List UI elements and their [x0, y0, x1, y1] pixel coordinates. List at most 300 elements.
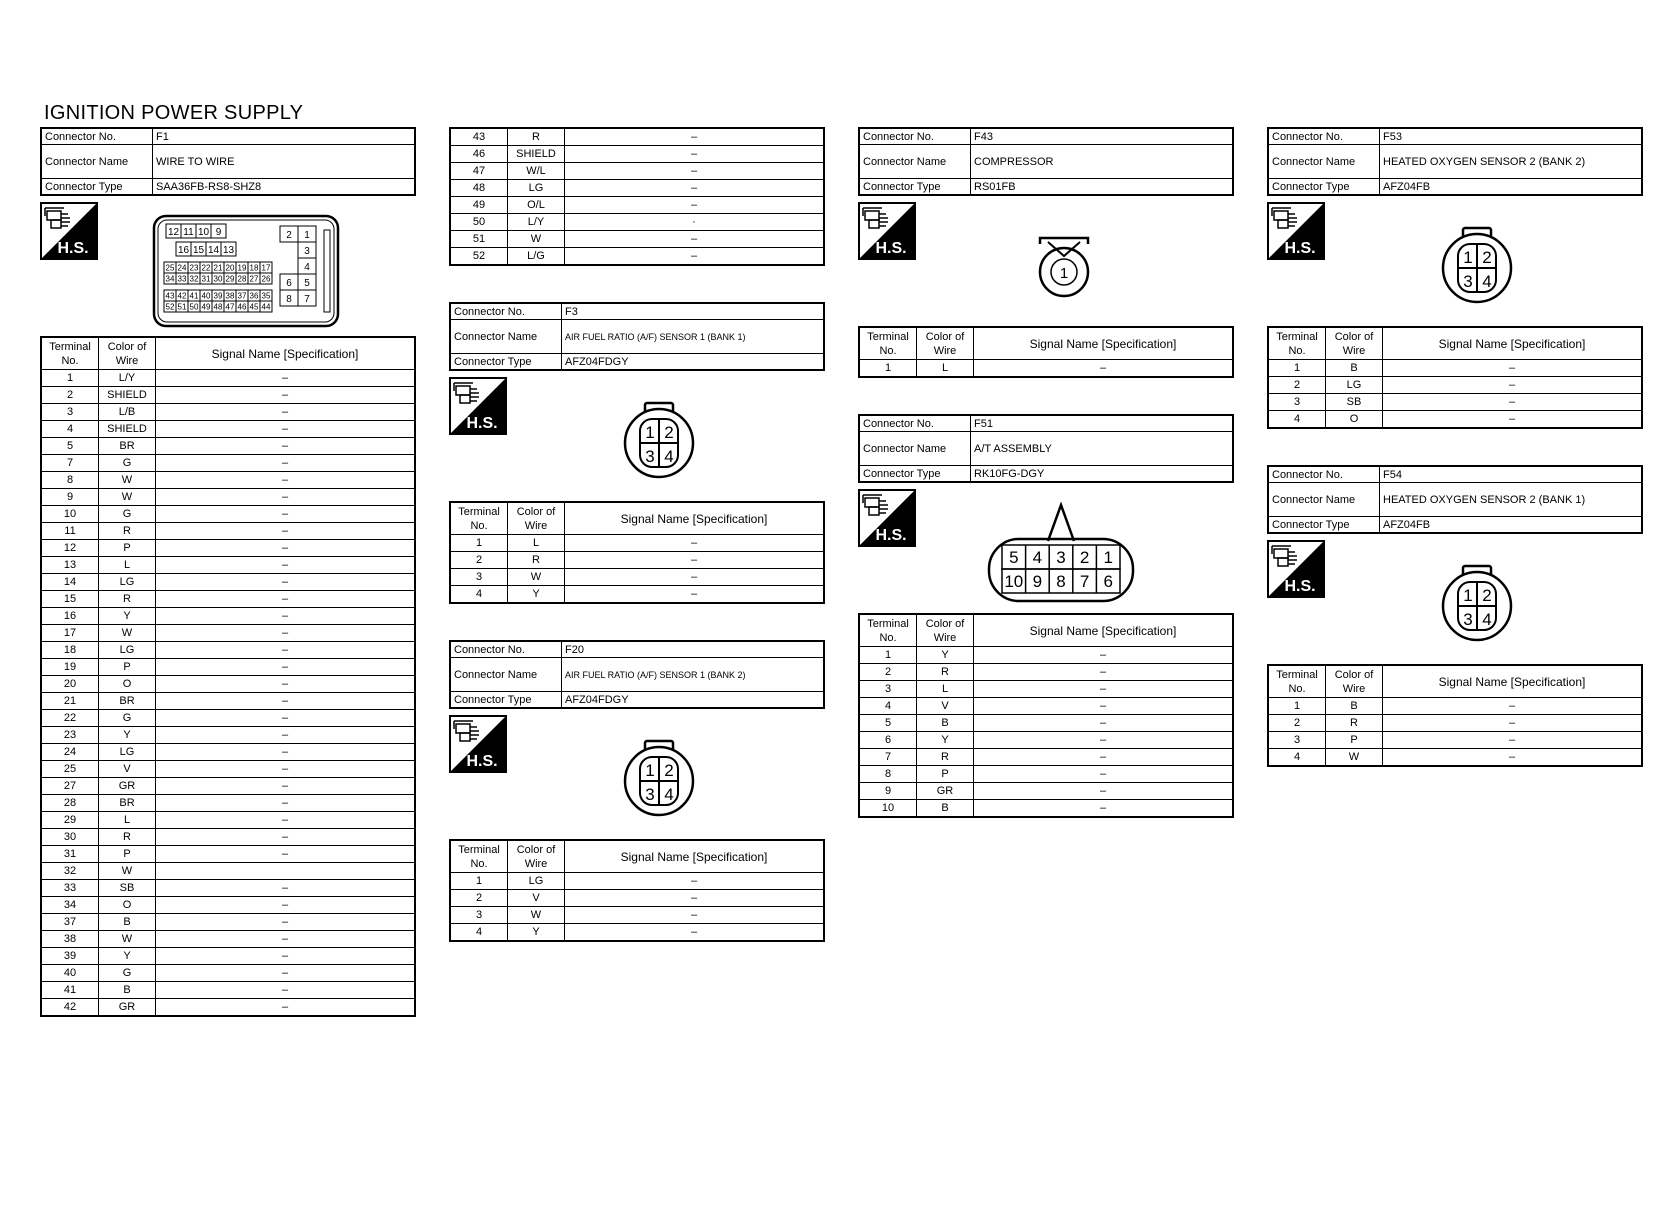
label-connector-type: Connector Type [1268, 517, 1380, 534]
terminal-no: 43 [450, 128, 508, 146]
pin-label: 1 [645, 761, 655, 780]
hs-label: H.S. [875, 240, 907, 257]
signal-name: – [565, 907, 825, 924]
terminal-no: 51 [450, 231, 508, 248]
wire-color: BR [99, 795, 156, 812]
connector-info-table [858, 127, 1234, 196]
pin-label: 16 [177, 245, 190, 256]
harness-side-icon [449, 715, 507, 773]
table-row [41, 387, 415, 404]
pin-label: 34 [165, 274, 175, 284]
terminal-no: 14 [41, 574, 99, 591]
wire-color: W [99, 931, 156, 948]
terminal-no: 10 [859, 800, 917, 818]
wire-color: V [917, 698, 974, 715]
wire-color: P [1326, 732, 1383, 749]
wire-color: O/L [508, 197, 565, 214]
table-row [1268, 411, 1642, 429]
pin-label: 25 [165, 263, 175, 273]
terminal-no: 9 [41, 489, 99, 506]
pin-label: 18 [249, 263, 259, 273]
terminal-no: 25 [41, 761, 99, 778]
wire-color: SHIELD [99, 387, 156, 404]
signal-name: – [156, 387, 416, 404]
label-connector-name: Connector Name [859, 145, 971, 179]
table-row [1268, 377, 1642, 394]
signal-name: – [565, 586, 825, 604]
table-row [859, 647, 1233, 664]
terminal-no: 49 [450, 197, 508, 214]
signal-name: – [156, 812, 416, 829]
signal-name: – [156, 540, 416, 557]
header-signal-name: Signal Name [Specification] [156, 337, 416, 370]
pin-label: 35 [261, 291, 271, 301]
table-row [859, 715, 1233, 732]
table-row [450, 146, 824, 163]
connector-no-value: F3 [562, 303, 825, 320]
pin-label: 2 [664, 761, 674, 780]
connector-f51 [858, 414, 1234, 818]
pin-label: 44 [261, 302, 271, 312]
table-row [41, 863, 415, 880]
header-color-of-wire: Color of Wire [508, 502, 565, 535]
table-row [41, 744, 415, 761]
wire-color: G [99, 710, 156, 727]
pin-label: 15 [192, 245, 205, 256]
table-row [1268, 732, 1642, 749]
signal-name: – [565, 231, 825, 248]
wire-color: B [917, 800, 974, 818]
terminal-no: 1 [41, 370, 99, 387]
header-signal-name: Signal Name [Specification] [974, 614, 1234, 647]
terminal-no: 1 [450, 873, 508, 890]
pin-label: 5 [1009, 548, 1019, 567]
pin-label: 3 [645, 785, 655, 804]
connector-no-value: F43 [971, 128, 1234, 145]
table-row [450, 163, 824, 180]
signal-name: · [565, 214, 825, 231]
header-signal-name: Signal Name [Specification] [565, 502, 825, 535]
label-connector-no: Connector No. [1268, 466, 1380, 483]
connector-info-table [858, 414, 1234, 483]
connector-f53 [1267, 127, 1643, 429]
table-row [41, 625, 415, 642]
table-row [41, 778, 415, 795]
table-row [41, 931, 415, 948]
wire-color: W [508, 907, 565, 924]
table-row [41, 948, 415, 965]
f1-pin-grid [164, 224, 316, 312]
table-row [450, 535, 824, 552]
pin-label: 2 [1079, 548, 1090, 567]
terminal-table-continued [449, 127, 825, 266]
wire-color: R [917, 749, 974, 766]
wire-color: LG [508, 180, 565, 197]
signal-name: – [565, 128, 825, 146]
wire-color: L/G [508, 248, 565, 266]
harness-side-icon [1267, 202, 1325, 260]
label-connector-no: Connector No. [859, 128, 971, 145]
column-3 [858, 127, 1234, 818]
terminal-no: 6 [859, 732, 917, 749]
pin-label: 33 [177, 274, 187, 284]
signal-name: – [156, 523, 416, 540]
pin-label: 1 [645, 423, 655, 442]
pin-label: 23 [189, 263, 199, 273]
pin-label: 5 [304, 278, 310, 289]
header-signal-name: Signal Name [Specification] [1383, 665, 1643, 698]
terminal-no: 46 [450, 146, 508, 163]
f53-connector-face [1437, 226, 1517, 309]
pin-label: 43 [165, 291, 175, 301]
pin-label: 2 [286, 230, 292, 241]
connector-name-value: COMPRESSOR [971, 145, 1234, 179]
table-row [41, 965, 415, 982]
table-row [41, 914, 415, 931]
wire-color: P [99, 846, 156, 863]
connector-figure-row [858, 483, 1234, 613]
pin-label: 48 [213, 302, 223, 312]
wire-color: GR [917, 783, 974, 800]
pin-label: 4 [1482, 610, 1492, 629]
wire-color: R [508, 128, 565, 146]
signal-name: – [156, 472, 416, 489]
pin-label: 2 [1482, 248, 1492, 267]
pin-label: 28 [237, 274, 247, 284]
signal-name: – [156, 727, 416, 744]
table-row [41, 370, 415, 387]
wire-color: LG [508, 873, 565, 890]
signal-name: – [974, 715, 1234, 732]
table-row [450, 890, 824, 907]
terminal-no: 1 [1268, 360, 1326, 377]
wire-color: L [99, 812, 156, 829]
wire-color: Y [508, 586, 565, 604]
pin-label: 31 [201, 274, 211, 284]
table-row [41, 999, 415, 1017]
pin-label: 3 [1463, 272, 1473, 291]
pin-label: 6 [286, 278, 292, 289]
wire-color: SHIELD [99, 421, 156, 438]
signal-name: – [156, 693, 416, 710]
wire-color: Y [99, 608, 156, 625]
terminal-no: 2 [1268, 377, 1326, 394]
hs-label: H.S. [1284, 240, 1316, 257]
table-row [1268, 360, 1642, 377]
terminal-no: 12 [41, 540, 99, 557]
pin-label: 2 [1482, 586, 1492, 605]
pin-label: 26 [261, 274, 271, 284]
pin-label: 10 [197, 227, 210, 238]
column-2 [449, 127, 825, 942]
table-row [450, 552, 824, 569]
table-row [41, 472, 415, 489]
pin-label: 1 [1463, 586, 1473, 605]
f43-connector-face [1034, 234, 1094, 300]
wire-color: L [917, 360, 974, 378]
wire-color: LG [99, 574, 156, 591]
table-row [41, 659, 415, 676]
connector-figure-row [1267, 534, 1643, 664]
f51-connector-face [986, 501, 1136, 603]
terminal-no: 1 [1268, 698, 1326, 715]
signal-name: – [156, 914, 416, 931]
pin-label: 17 [261, 263, 271, 273]
table-row [41, 438, 415, 455]
column-1 [40, 127, 416, 1017]
terminal-no: 11 [41, 523, 99, 540]
connector-figure-row [1267, 196, 1643, 326]
wire-color: G [99, 455, 156, 472]
table-row [1268, 749, 1642, 767]
terminal-no: 3 [1268, 394, 1326, 411]
signal-name: – [156, 829, 416, 846]
signal-name: – [1383, 732, 1643, 749]
terminal-no: 47 [450, 163, 508, 180]
signal-name: – [1383, 698, 1643, 715]
table-row [41, 982, 415, 999]
signal-name: – [974, 647, 1234, 664]
terminal-table [1267, 664, 1643, 767]
signal-name: – [156, 846, 416, 863]
signal-name: – [1383, 377, 1643, 394]
terminal-no: 16 [41, 608, 99, 625]
harness-side-icon [858, 489, 916, 547]
hs-label: H.S. [1284, 578, 1316, 595]
pin-label: 2 [664, 423, 674, 442]
table-row [859, 681, 1233, 698]
pin-label: 20 [225, 263, 235, 273]
pin-label: 3 [304, 246, 310, 257]
connector-f43 [858, 127, 1234, 378]
table-row [41, 608, 415, 625]
terminal-no: 1 [450, 535, 508, 552]
signal-name: – [974, 749, 1234, 766]
connector-no-value: F53 [1380, 128, 1643, 145]
wire-color: R [508, 552, 565, 569]
harness-side-icon [40, 202, 98, 260]
header-color-of-wire: Color of Wire [99, 337, 156, 370]
table-row [859, 360, 1233, 378]
table-row [1268, 698, 1642, 715]
signal-name: – [565, 163, 825, 180]
label-connector-name: Connector Name [41, 145, 153, 179]
connector-figure-row [858, 196, 1234, 326]
wire-color: R [99, 591, 156, 608]
terminal-no: 3 [859, 681, 917, 698]
connector-type-value: AFZ04FDGY [562, 354, 825, 371]
wire-color: W [99, 863, 156, 880]
terminal-no: 3 [1268, 732, 1326, 749]
signal-name: – [565, 248, 825, 266]
terminal-no: 32 [41, 863, 99, 880]
connector-no-value: F20 [562, 641, 825, 658]
hs-label: H.S. [875, 527, 907, 544]
wire-color: B [1326, 698, 1383, 715]
signal-name: – [565, 146, 825, 163]
wire-color: SHIELD [508, 146, 565, 163]
wire-color: Y [508, 924, 565, 942]
table-row [450, 214, 824, 231]
wire-color: W [99, 489, 156, 506]
f3-connector-face [619, 401, 699, 484]
pin-label: 1 [1059, 265, 1069, 282]
pin-label: 52 [165, 302, 175, 312]
table-row [41, 455, 415, 472]
terminal-no: 48 [450, 180, 508, 197]
wire-color: Y [917, 647, 974, 664]
signal-name: – [565, 890, 825, 907]
table-row [859, 766, 1233, 783]
signal-name: – [156, 438, 416, 455]
pin-label: 4 [664, 785, 674, 804]
pin-label: 3 [645, 447, 655, 466]
wire-color: W [508, 569, 565, 586]
signal-name: – [156, 948, 416, 965]
wire-color: B [99, 982, 156, 999]
table-row [859, 732, 1233, 749]
table-row [1268, 715, 1642, 732]
table-row [859, 749, 1233, 766]
signal-name: – [974, 360, 1234, 378]
signal-name: – [156, 455, 416, 472]
pin-label: 7 [304, 294, 310, 305]
signal-name: – [1383, 749, 1643, 767]
connector-info-table [1267, 465, 1643, 534]
header-terminal-no: Terminal No. [41, 337, 99, 370]
table-row [41, 523, 415, 540]
terminal-no: 17 [41, 625, 99, 642]
hs-label: H.S. [466, 753, 498, 770]
terminal-no: 27 [41, 778, 99, 795]
pin-label: 1 [304, 230, 310, 241]
table-row [41, 812, 415, 829]
terminal-no: 2 [1268, 715, 1326, 732]
terminal-no: 21 [41, 693, 99, 710]
pin-label: 7 [1079, 572, 1090, 591]
table-row [41, 676, 415, 693]
signal-name: – [565, 873, 825, 890]
signal-name: – [156, 574, 416, 591]
terminal-table [858, 613, 1234, 818]
connector-no-value: F51 [971, 415, 1234, 432]
terminal-no: 29 [41, 812, 99, 829]
connector-f54 [1267, 465, 1643, 767]
terminal-no: 1 [859, 360, 917, 378]
signal-name: – [565, 552, 825, 569]
header-color-of-wire: Color of Wire [1326, 327, 1383, 360]
signal-name: – [156, 591, 416, 608]
connector-no-value: F54 [1380, 466, 1643, 483]
table-row [41, 693, 415, 710]
wire-color: W [508, 231, 565, 248]
signal-name: – [156, 999, 416, 1017]
terminal-no: 8 [859, 766, 917, 783]
signal-name: – [565, 197, 825, 214]
pin-label: 50 [189, 302, 199, 312]
table-row [41, 846, 415, 863]
terminal-no: 42 [41, 999, 99, 1017]
pin-label: 4 [1032, 548, 1043, 567]
connector-name-value: AIR FUEL RATIO (A/F) SENSOR 1 (BANK 1) [562, 320, 825, 354]
pin-label: 4 [1482, 272, 1492, 291]
pin-label: 24 [177, 263, 187, 273]
pin-label: 30 [213, 274, 223, 284]
header-color-of-wire: Color of Wire [508, 840, 565, 873]
pin-label: 9 [1032, 572, 1043, 591]
terminal-no: 5 [859, 715, 917, 732]
connector-info-table [40, 127, 416, 196]
pin-label: 46 [237, 302, 247, 312]
terminal-table [858, 326, 1234, 378]
connector-info-table [1267, 127, 1643, 196]
connector-type-value: SAA36FB-RS8-SHZ8 [153, 179, 416, 196]
signal-name: – [156, 404, 416, 421]
pin-label: 4 [304, 262, 310, 273]
connector-type-value: RK10FG-DGY [971, 466, 1234, 483]
connector-type-value: RS01FB [971, 179, 1234, 196]
table-row [450, 128, 824, 146]
label-connector-type: Connector Type [859, 466, 971, 483]
terminal-no: 5 [41, 438, 99, 455]
wire-color: W [1326, 749, 1383, 767]
connector-info-table [449, 640, 825, 709]
label-connector-no: Connector No. [859, 415, 971, 432]
pin-label: 1 [1103, 548, 1113, 567]
signal-name: – [156, 965, 416, 982]
signal-name: – [156, 897, 416, 914]
wire-color: L [508, 535, 565, 552]
wire-color: BR [99, 438, 156, 455]
signal-name [156, 863, 416, 880]
terminal-no: 20 [41, 676, 99, 693]
pin-label: 3 [1056, 548, 1066, 567]
header-signal-name: Signal Name [Specification] [565, 840, 825, 873]
header-signal-name: Signal Name [Specification] [974, 327, 1234, 360]
signal-name: – [565, 535, 825, 552]
header-terminal-no: Terminal No. [450, 502, 508, 535]
pin-label: 38 [225, 291, 235, 301]
terminal-no: 2 [450, 552, 508, 569]
signal-name: – [156, 370, 416, 387]
pin-label: 40 [201, 291, 211, 301]
terminal-no: 41 [41, 982, 99, 999]
terminal-no: 37 [41, 914, 99, 931]
table-row [450, 248, 824, 266]
connector-type-value: AFZ04FDGY [562, 692, 825, 709]
table-row [41, 540, 415, 557]
terminal-no: 7 [859, 749, 917, 766]
wire-color: W [99, 472, 156, 489]
table-row [41, 489, 415, 506]
table-row [41, 880, 415, 897]
table-row [41, 829, 415, 846]
wire-color: Y [99, 948, 156, 965]
pin-label: 1 [1463, 248, 1473, 267]
pin-label: 42 [177, 291, 187, 301]
wire-color: Y [99, 727, 156, 744]
terminal-no: 24 [41, 744, 99, 761]
pin-label: 21 [213, 263, 223, 273]
terminal-no: 30 [41, 829, 99, 846]
pin-label: 8 [286, 294, 292, 305]
terminal-no: 18 [41, 642, 99, 659]
wire-color: P [917, 766, 974, 783]
signal-name: – [156, 795, 416, 812]
table-row [41, 642, 415, 659]
signal-name: – [974, 783, 1234, 800]
terminal-no: 2 [450, 890, 508, 907]
